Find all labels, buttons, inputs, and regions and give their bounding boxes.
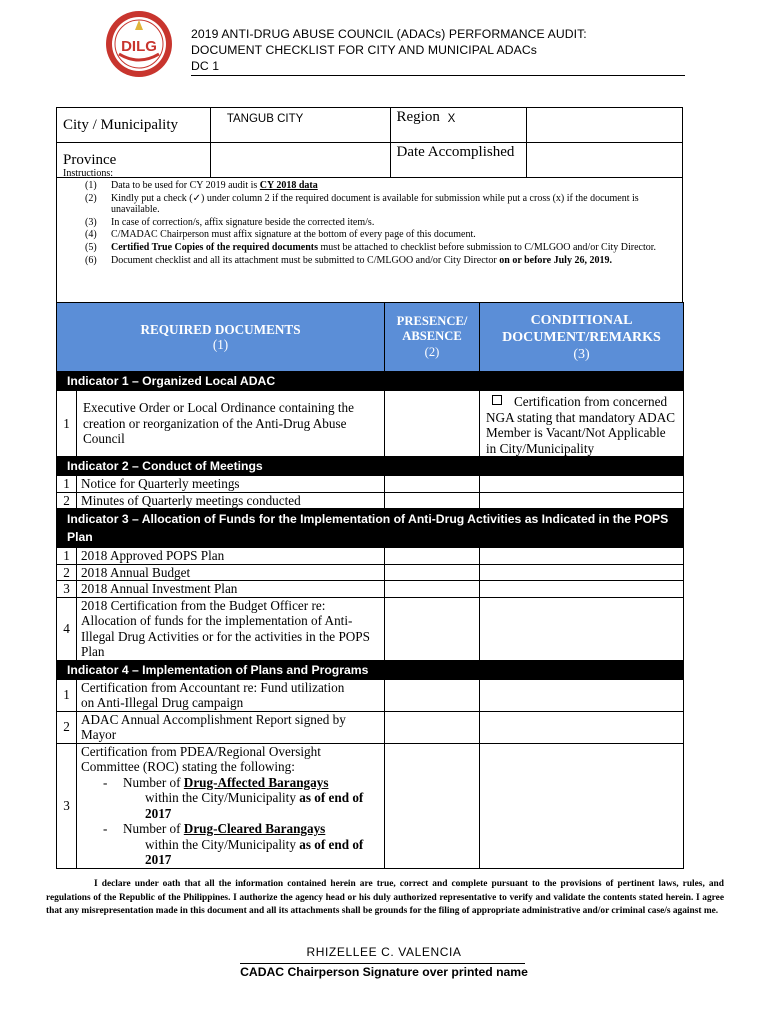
header-rule [191, 75, 685, 76]
instruction-item: (4) C/MADAC Chairperson must affix signature at the bottom of every page of this document. [85, 229, 476, 241]
presence-cell[interactable] [385, 476, 480, 493]
region-extra-field[interactable] [527, 108, 683, 143]
bullet-cleared: - Number of Drug-Cleared Barangays within the City/Municipality as of end of 2017 [103, 821, 364, 867]
city-label: City / Municipality [57, 108, 211, 143]
instructions-box [56, 165, 683, 303]
instruction-item: (1) Data to be used for CY 2019 audit is CY 2018 data [85, 180, 318, 191]
remarks-cell[interactable] [480, 492, 684, 509]
remarks-cell[interactable] [480, 743, 684, 868]
table-row: 1 Certification from Accountant re: Fund utilization on Anti-Illegal Drug campaign [57, 679, 684, 711]
indicator-row: Indicator 4 – Implementation of Plans and Programs [57, 660, 684, 679]
title-line-3: DC 1 [191, 59, 220, 73]
region-field[interactable]: X [447, 113, 456, 125]
declaration-text: I declare under oath that all the information contained herein are true, correct and complete pursuant to the provisions of pertinent laws, rules, and regulations of the Republic of the Philippines. I authorize the agency head or his duly authorized representative to verify and validate the contents stated herein. I agree that any misrepresentation made in this document and all its attachments shall be grounds for the filing of appropriate administrative and/or criminal case/s against me. [46, 879, 724, 917]
remarks-cell[interactable] [480, 597, 684, 660]
remarks-cell[interactable] [480, 679, 684, 711]
instructions-title: Instructions: [63, 168, 113, 179]
instruction-item: (6) Document checklist and all its attachment must be submitted to C/MLGOO and/or City Director on or before July 26, 2019. [85, 254, 612, 266]
presence-cell[interactable] [385, 711, 480, 743]
table-row: 1 Notice for Quarterly meetings [57, 476, 684, 493]
table-row: 2 Minutes of Quarterly meetings conducted [57, 492, 684, 509]
instruction-item: (2) Kindly put a check (✓) under column 2 if the required document is available for submission while put a cross (x) if the document is unavailable. [85, 192, 639, 215]
indicator-row: Indicator 3 – Allocation of Funds for the Implementation of Anti-Drug Activities as Indicated in the POPS Plan [57, 509, 684, 548]
table-row: 3 Certification from PDEA/Regional Oversight Committee (ROC) stating the following: - Number of Drug-Affected Barangays within the City/Municipality as of end of 2017 - Number of Drug-Cleared Barangays within the City/Municipality as of end of 2017 [57, 743, 684, 868]
indicator-row: Indicator 2 – Conduct of Meetings [57, 457, 684, 476]
region-cell [390, 108, 527, 143]
instruction-item: (5) Certified True Copies of the required documents must be attached to checklist before submission to C/MLGOO and/or City Director. [85, 242, 657, 254]
table-row: 2 2018 Annual Budget [57, 564, 684, 581]
col-presence-absence: PRESENCE/ ABSENCE (2) [385, 303, 480, 372]
checkbox[interactable] [492, 395, 502, 405]
table-row: 4 2018 Certification from the Budget Officer re: Allocation of funds for the implementation of Anti-Illegal Drug Activities or for the activities in the POPS Plan [57, 597, 684, 660]
document-title [191, 26, 587, 74]
table-row: 1 Executive Order or Local Ordinance containing the creation or reorganization of the Anti-Drug Abuse Council Certification from concerned NGA stating that mandatory ADAC Member is Vacant/Not Applicable in City/Municipality [57, 391, 684, 457]
presence-cell[interactable] [385, 548, 480, 565]
remarks-cell[interactable] [480, 581, 684, 598]
table-row: 3 2018 Annual Investment Plan [57, 581, 684, 598]
date-label: Date Accomplished [390, 143, 527, 178]
conditional-remark: Certification from concerned NGA stating that mandatory ADAC Member is Vacant/Not Applicable in City/Municipality [480, 391, 684, 457]
instruction-item: (3) In case of correction/s, affix signature beside the corrected item/s. [85, 216, 375, 228]
document-header [105, 8, 685, 76]
signature-line [240, 963, 525, 964]
instructions-list [57, 180, 677, 267]
presence-cell[interactable] [385, 597, 480, 660]
table-header-row [57, 303, 684, 372]
presence-cell[interactable] [385, 492, 480, 509]
presence-cell[interactable] [385, 581, 480, 598]
presence-cell[interactable] [385, 679, 480, 711]
table-row: 2 ADAC Annual Accomplishment Report signed by Mayor [57, 711, 684, 743]
remarks-cell[interactable] [480, 476, 684, 493]
region-label: Region [396, 109, 440, 125]
remarks-cell[interactable] [480, 711, 684, 743]
presence-cell[interactable] [385, 391, 480, 457]
table-row: 1 2018 Approved POPS Plan [57, 548, 684, 565]
dilg-seal-icon [105, 10, 173, 78]
city-field[interactable]: TANGUB CITY [210, 108, 390, 143]
title-line-1: 2019 ANTI-DRUG ABUSE COUNCIL (ADACs) PERFORMANCE AUDIT: [191, 27, 587, 41]
indicator-row: Indicator 1 – Organized Local ADAC [57, 372, 684, 391]
presence-cell[interactable] [385, 564, 480, 581]
remarks-cell[interactable] [480, 564, 684, 581]
svg-text:DILG: DILG [121, 38, 157, 55]
province-label: Province [57, 143, 211, 178]
bullet-affected: - Number of Drug-Affected Barangays within the City/Municipality as of end of 2017 [103, 774, 364, 821]
signer-name: RHIZELLEE C. VALENCIA [306, 945, 462, 959]
col-conditional-remarks: CONDITIONAL DOCUMENT/REMARKS (3) [480, 303, 684, 372]
presence-cell[interactable] [385, 743, 480, 868]
remarks-cell[interactable] [480, 548, 684, 565]
signature-label: CADAC Chairperson Signature over printed name [240, 965, 528, 979]
title-line-2: DOCUMENT CHECKLIST FOR CITY AND MUNICIPAL ADACs [191, 43, 537, 57]
col-required-documents: REQUIRED DOCUMENTS (1) [57, 303, 385, 372]
checklist-table [56, 302, 684, 869]
